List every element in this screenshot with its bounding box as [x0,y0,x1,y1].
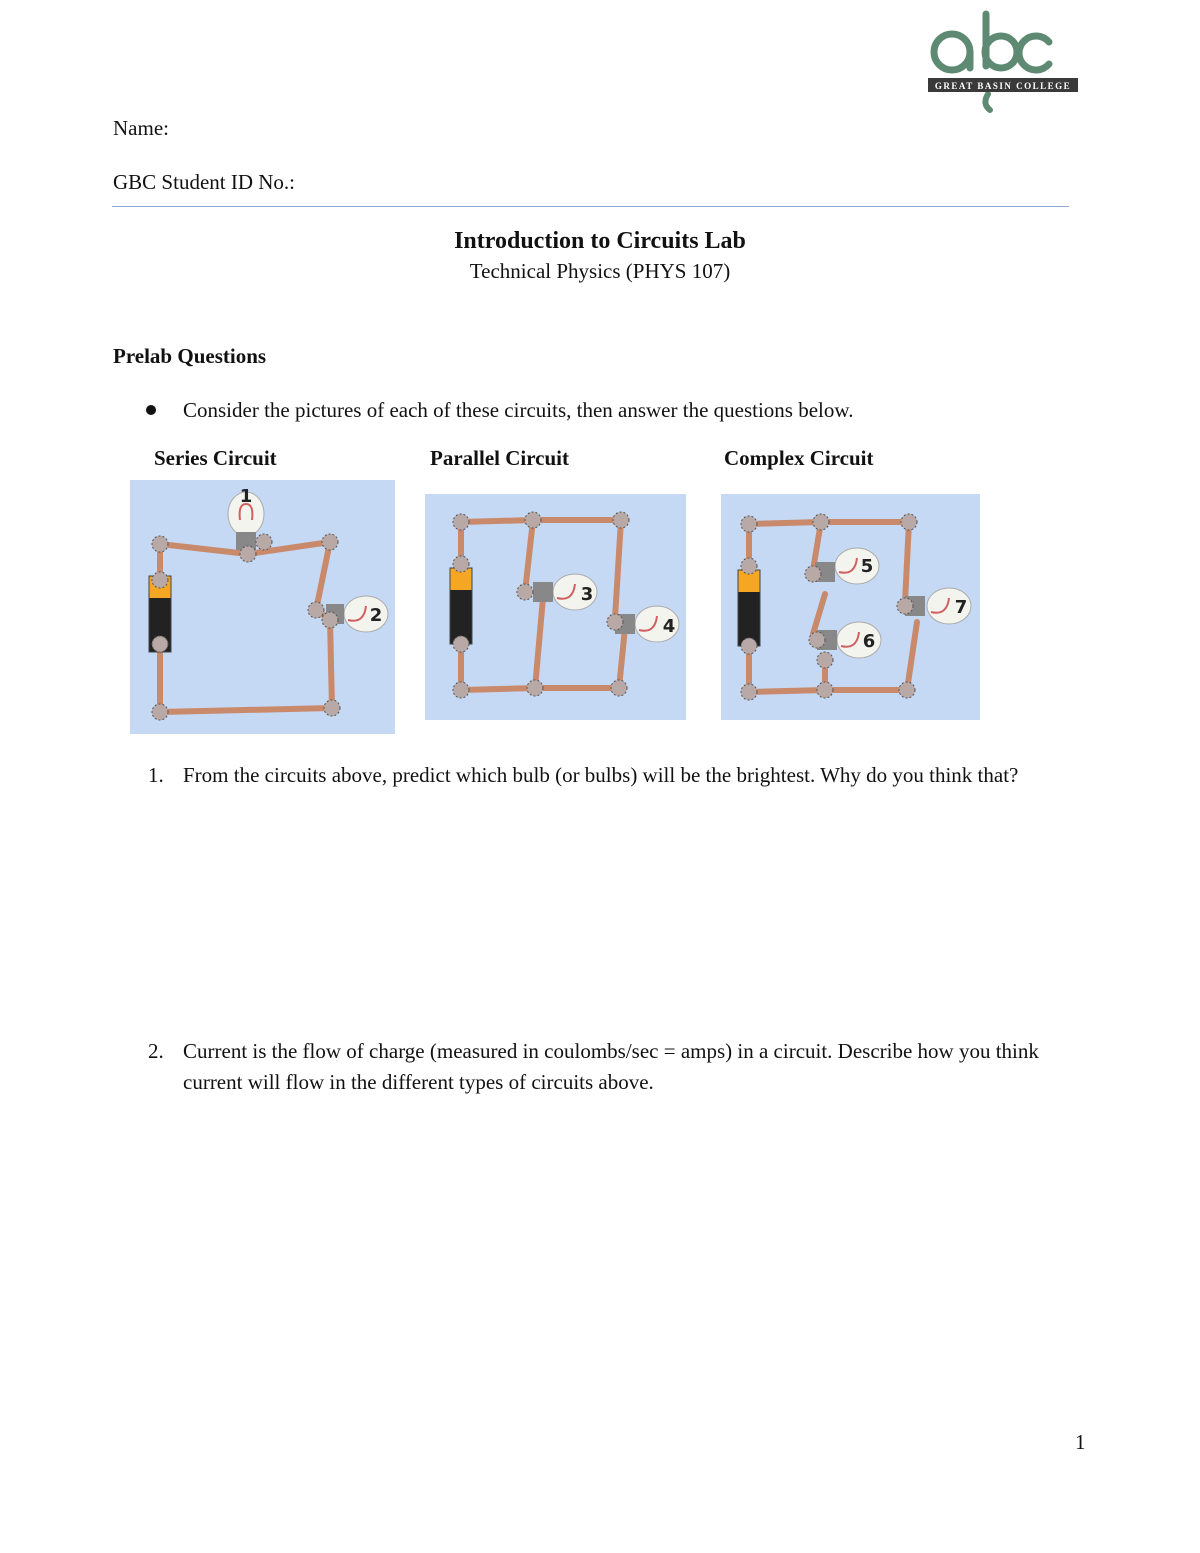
bulb-1-number: 1 [239,486,253,507]
bulb-5-number: 5 [860,556,874,577]
complex-circuit-label: Complex Circuit [724,446,874,470]
bulb-7-number: 7 [954,597,968,618]
question-1-text: From the circuits above, predict which bulb (or bulbs) will be the brightest. Why do you think that? [183,763,1019,787]
bullet-icon [146,405,156,415]
bulb-2-number: 2 [369,605,383,626]
logo-wordmark: GREAT BASIN COLLEGE [934,81,1072,91]
college-logo [926,8,1082,114]
bulb-7 [905,588,971,624]
bulb-5 [815,548,879,584]
section-heading: Prelab Questions [113,344,267,368]
bulb-6-number: 6 [862,631,876,652]
parallel-circuit-label: Parallel Circuit [430,446,569,470]
series-circuit-label: Series Circuit [154,446,277,470]
document-subtitle: Technical Physics (PHYS 107) [469,259,731,283]
question-1-number: 1. [148,763,164,787]
student-id-field-label: GBC Student ID No.: [113,170,296,194]
header-divider [112,206,1069,207]
parallel-circuit-diagram [425,494,686,720]
bulb-3-number: 3 [580,584,594,605]
bulb-4-number: 4 [662,616,676,637]
page-number: 1 [1075,1430,1086,1454]
question-2-text: Current is the flow of charge (measured in coulombs/sec = amps) in a circuit. Describe how you think current will flow in the different types of circuits above. [183,1039,1039,1094]
series-circuit-diagram [130,480,395,734]
name-field-label: Name: [113,116,169,140]
document-title: Introduction to Circuits Lab [454,228,746,254]
complex-circuit-diagram [721,494,980,720]
bulb-2 [326,596,388,632]
bullet-text: Consider the pictures of each of these circuits, then answer the questions below. [183,398,854,422]
question-2-number: 2. [148,1039,164,1063]
